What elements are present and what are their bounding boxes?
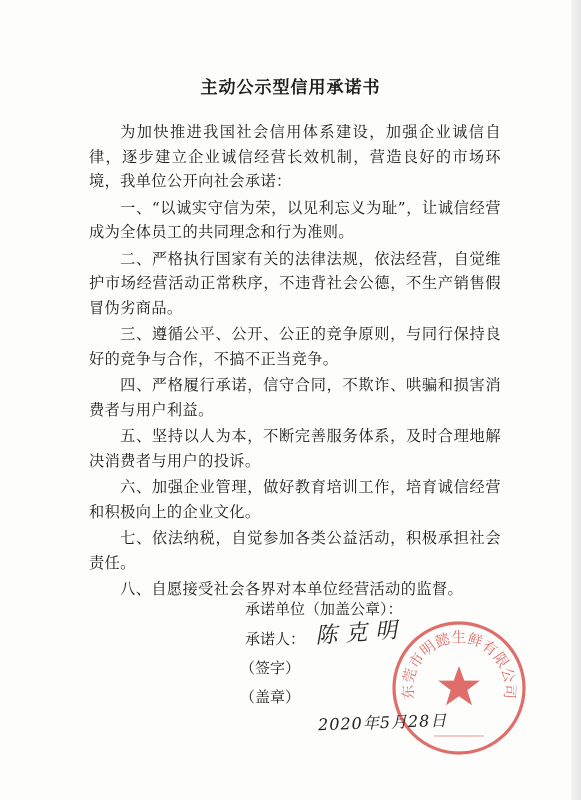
- seal-note: （盖章）: [240, 688, 301, 706]
- paragraph-3: 三、遵循公平、公开、公正的竞争原则，与同行保持良好的竞争与合作，不搞不正当竞争。: [89, 325, 501, 368]
- committing-unit-label: 承诺单位（加盖公章）：: [245, 600, 403, 618]
- handwritten-signature: 陈克明: [314, 617, 406, 650]
- sign-note: （签字）: [240, 659, 301, 677]
- document-title: 主动公示型信用承诺书: [200, 78, 381, 98]
- paragraph-8: 八、自愿接受社会各界对本单位经营活动的监督。: [120, 580, 464, 598]
- paragraph-4: 四、严格履行承诺，信守合同，不欺诈、哄骗和损害消费者与用户利益。: [89, 376, 501, 419]
- signing-date: 2020年5月28日: [317, 710, 448, 735]
- paragraph-1: 一、“以诚实守信为荣，以见利忘义为耻”，让诚信经营成为全体员工的共同理念和行为准则。: [89, 198, 501, 241]
- paragraph-7: 七、依法纳税，自觉参加各类公益活动，积极承担社会责任。: [89, 529, 501, 572]
- document-body: [89, 120, 501, 604]
- scan-edge: [571, 0, 581, 800]
- paragraph-2: 二、严格执行国家有关的法律法规，依法经营，自觉维护市场经营活动正常秩序，不违背社会公德，不生产销售假冒伪劣商品。: [89, 249, 501, 317]
- paragraph-intro: 为加快推进我国社会信用体系建设，加强企业诚信自律，逐步建立企业诚信经营长效机制，营造良好的市场环境，我单位公开向社会承诺：: [89, 123, 501, 190]
- seal-star-icon: [438, 666, 480, 705]
- seal-text: 东莞市明懿生鲜有限公司: [400, 630, 518, 700]
- paragraph-5: 五、坚持以人为本，不断完善服务体系，及时合理地解决消费者与用户的投诉。: [89, 427, 501, 470]
- committer-label: 承诺人：: [245, 630, 306, 648]
- paragraph-6: 六、加强企业管理，做好教育培训工作，培育诚信经营和积极向上的企业文化。: [89, 478, 501, 521]
- company-seal: [389, 618, 529, 758]
